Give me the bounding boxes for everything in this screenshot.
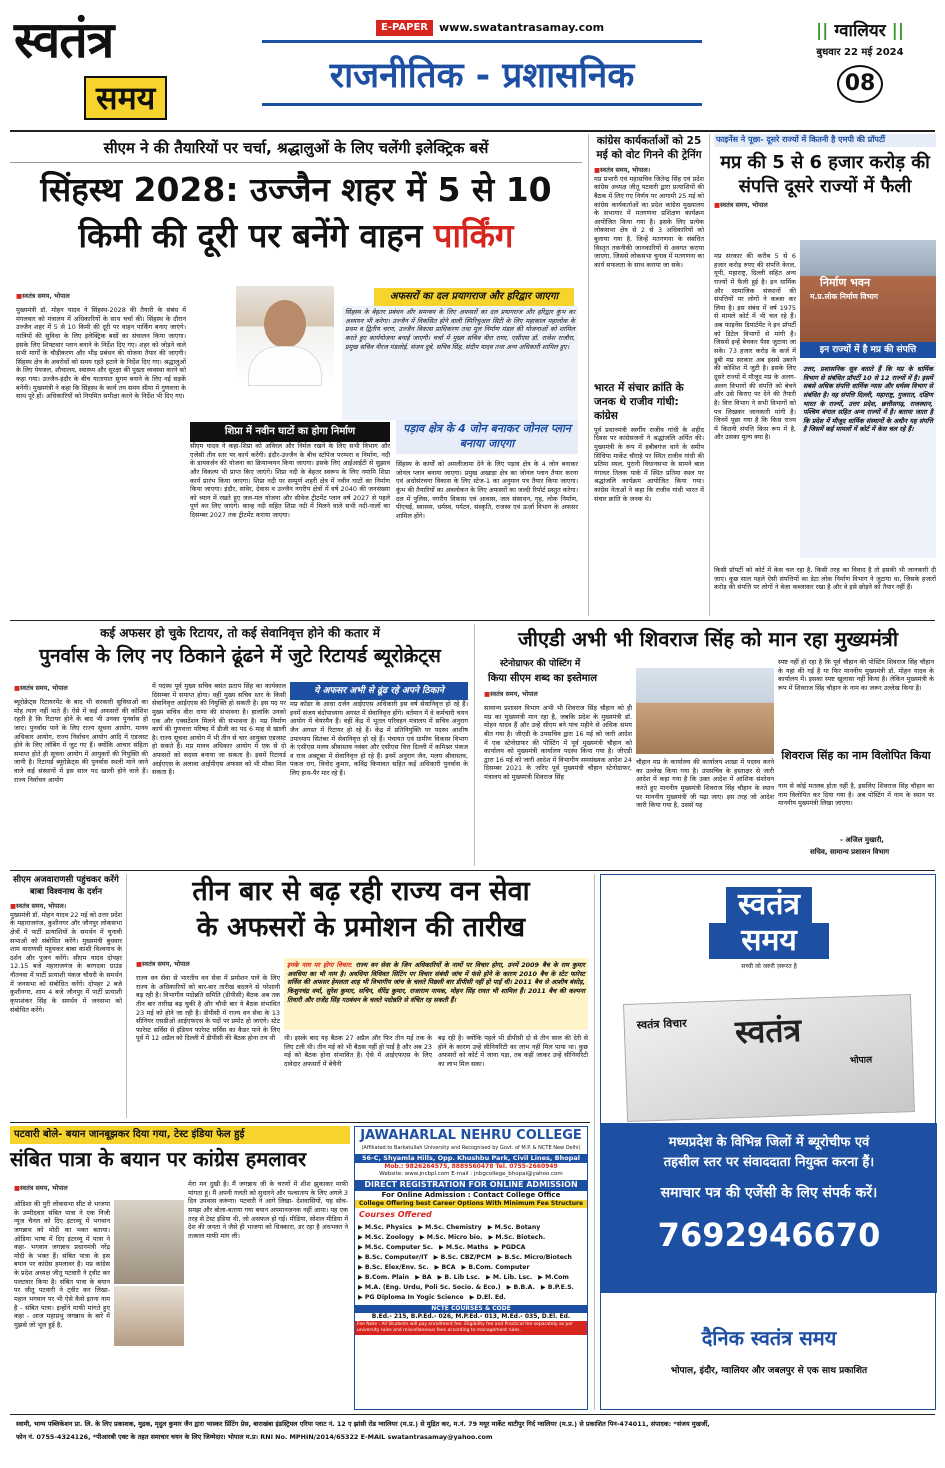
website-link[interactable]: www.swatantrasamay.com — [439, 20, 605, 34]
gad-sub: शिवराज सिंह का नाम विलोपित किया — [781, 749, 931, 762]
ad-logo-top: स्वतंत्र — [726, 887, 812, 923]
ct-sub: भारत में संचार क्रांति के जनक थे राजीव गांधी: कांग्रेस — [594, 381, 684, 422]
lead-headline-2: किमी की दूरी पर बनेंगे वाहन पार्किंग — [78, 216, 514, 255]
course-item: ▶ M.Sc. Biotech. — [488, 1234, 546, 1242]
forest-headline-2: के अफसरों के प्रमोशन की तारीख — [196, 912, 526, 943]
gad-quote-title: सचिव, सामान्य प्रशासन विभाग — [810, 848, 890, 856]
ret-col2: में पदस्थ पूर्व मुख्य सचिव बसंत प्रताप सिंह का कार्यकाल दिसम्बर में समाप्त होगा। वहीं मुख्य सचिव स्तर के किसी सेवानिवृत्त आईएएस की नियुक्ति हो सकती है। इस पद पर मुख्य सचिव वीरा राणा की संभावना है। हालांकि उनको एक और एक्सटेंशन मिलने की संभावना है। मप्र निर्माण कार्य की गुणवत्ता परिषद में डीजी का पद 6 माह से खाली है। राज्य सूचना आयोग में भी तीन से चार आयुक्त एडजस्ट हो सकते हैं। मप्र मानव अधिकार आयोग में एक से दो अफसरों को सदस्य बनाया जा सकता है। इसमें रिटायर्ड आईएएस के अलावा आईपीएस अफसर को भी मौका मिल सकता है। — [152, 682, 286, 777]
ad-editions: भोपाल, इंदौर, ग्वालियर और जबलपुर से एक साथ प्रकाशित — [670, 1366, 868, 1376]
gad-kicker-2: किया सीएम शब्द का इस्तेमाल — [488, 673, 598, 684]
course-item: ▶ B.B.A. — [506, 1284, 535, 1292]
ret-byline: ■ स्वतंत्र समय, भोपाल — [14, 684, 68, 693]
section-title: राजनीतिक - प्रशासनिक — [262, 40, 702, 106]
course-item: ▶ B.Sc. Computer/IT — [358, 1254, 428, 1262]
ad-line-1: मध्यप्रदेश के विभिन्न जिलों में ब्यूरोचीफ एवं — [668, 1135, 870, 1150]
lead-col3: सीएम यादव ने कहा-शिप्रा को अविरल और निर्मल रखने के लिए सभी विभाग और एजेंसी तीन स्तर पर कार्य करेंगी। इंदौर-उज्जैन के बीच स्टॉपेज परम्परा व निर्माण, नदी के डायवर्जन की योजना का क्रियान्वयन किया जाएगा। इसके लिए आईआईटी से सुझाव और विकल्प भी प्राप्त किए जाएंगे। शिप्रा नदी के बेहतर स्वरूप के लिए नमामि शिप्रा कार्य प्रारंभ किया जाएगा। शिप्रा नदी पर सम्पूर्ण शहरी क्षेत्र में नवीन घाटों का निर्माण किया जाएगा। इंदौर, सांवेर, देवास व उज्जैन नगरीय क्षेत्रों में वर्ष 2040 की जनसंख्या को ध्यान में रखते हुए जल-मल योजना और सीवेज ट्रीटमेंट प्लान वर्ष 2027 से पहले पूर्ण कर लिए जाएंगे। कान्ह नदी सहित शिप्रा नदी में मिलने वाले सभी नदी-नालों का दिसम्बर 2027 तक ट्रीटमेंट कराया जाएगा। — [190, 442, 390, 520]
lead-headline-1: सिंहस्थ 2028: उज्जैन शहर में 5 से 10 — [40, 170, 552, 209]
course-item: ▶ M.Sc. Chemistry — [418, 1224, 482, 1232]
ct-body2: पूर्व प्रधानमंत्री स्वर्गीय राजीव गांधी के शहीद दिवस पर कांग्रेसजनों ने श्रद्धांजलि अर्पित की। मुख्यमंत्री के रूप में हबीबगंज थाने के समीप सिंधिया मार्केट चौराहे पर स्थित राजीव गांधी की प्रतिमा स्थल, पुरानी विधानसभा के सामने बाल गंगाधर तिलक पार्क में स्थित प्रतिमा स्थल पर श्रद्धांजलि कार्यक्रम आयोजित किया गया। कांग्रेस नेताओं ने कहा कि राजीव गांधी भारत में संचार क्रांति के जनक थे। — [594, 425, 704, 503]
course-item: ▶ M.Sc. Physics — [358, 1224, 413, 1232]
ad-line-2: तहसील स्तर पर संवाददाता नियुक्त करना हैं। — [663, 1155, 875, 1170]
course-item: ▶ M.Sc. Maths — [438, 1244, 489, 1252]
lead-story — [10, 134, 582, 616]
college-ad — [354, 1126, 588, 1410]
course-item: ▶ B.Com. Computer — [461, 1264, 530, 1272]
ret-kicker: कई अफसर हो चुके रिटायर, तो कई सेवानिवृत्त होने की कतार में — [100, 626, 380, 640]
forest-box-lead: इनके नाम पर होगा विचार: — [287, 961, 353, 969]
lead-col4: सिंहस्थ के कार्यों को अमलीजामा देने के लिए पड़ाव क्षेत्र के 4 जोन बनाकर जोनल प्लान बनाया जाएगा। प्रमुख अखाड़ा क्षेत्र का जोनल प्लान तैयार करना एवं अधोसंरचना विकास के लिए स्टेज-1 का अनुमान पत्र तैयार किया जाएगा। कुंभ की तैयारियों का अवलोकन के लिए अफसरों का जल्दी रिपोर्ट प्रस्तुत करेगा। दल में पुलिस, नगरीय विकास एवं आवास, जल संसाधन, गृह, लोक निर्माण, पीएचई, स्वास्थ्य, धर्मस्व, पर्यटन, संस्कृति, राजस्व एवं ऊर्जा विभाग के अफसर शामिल होंगे। — [396, 460, 578, 520]
building-sign-2: म.प्र.लोक निर्माण विभाग — [810, 292, 878, 301]
ret-sub: ये अफसर अभी से ढूंढ रहे अपने ठिकाने — [290, 682, 468, 700]
pat-col1: ओडिशा की पुरी लोकसभा सीट से भाजपा के उम्मीदवार संबित पात्रा ने एक निजी न्यूज चैनल को दिए इंटरव्यू में भगवान जगन्नाथ को मोदी का भक्त बताया। ओडिया भाषा में दिए इंटरव्यू में पात्रा ने कहा- भगवान जगन्नाथ प्रधानमंत्री नरेंद्र मोदी के भक्त हैं। संबित पात्रा के इस बयान पर कांग्रेस हमलावर है। मप्र कांग्रेस के प्रदेश अध्यक्ष जीतू पटवारी ने ट्वीट कर पलटवार किया है। संबित पात्रा के बयान पर जीतू पटवारी ने ट्वीट कर लिखा- महान भगवान पर भी ऐसे कैसे इतना नाम है - संबित पात्रा। इन्होंने माफी मांगते हुए कहा - आज महाप्रभु जगन्नाथ के बारे में मुझसे जो भूल हुई है, — [14, 1200, 110, 1329]
college-online: For Online Admission : Contact College Office — [381, 1190, 561, 1199]
patwari-story — [10, 1126, 350, 1410]
var-headline: सीएम अजवाराणसी पहुंचकर करेंगे बाबा विश्वनाथ के दर्शन — [13, 875, 119, 897]
lead-sub2: शिप्रा में नवीन घाटों का होगा निर्माण — [190, 422, 390, 442]
forest-story — [132, 874, 590, 1118]
city-block — [790, 20, 930, 103]
divider — [10, 1122, 590, 1123]
course-item: ▶ M.Sc. Micro bio. — [419, 1234, 483, 1242]
college-address: 56-C, Shyamla Hills, Opp. Khushbu Park, Civil Lines, Bhopal — [355, 1154, 587, 1163]
congress-training — [594, 134, 704, 616]
gad-col4: नाम से कोई मतलब होता नहीं है, इसलिए शिवराज सिंह चौहान का नाम विलोपित कर दिया गया है। अब पोस्टिंग में नाम के स्थान पर माननीय मुख्यमंत्री लिखा जाएगा। — [778, 782, 934, 808]
gad-col2: चौहान मप्र के कार्यालय की कार्यालय शाखा में पदस्थ करने का उल्लेख किया गया है। उपसचिव के हस्ताक्षर से जारी आदेश में कहा गया है कि उक्त आदेश में आंशिक संशोधन करते हुए माननीय मुख्यमंत्री शिवराज सिंह चौहान के स्थान पर माननीय मुख्यमंत्री जी पढ़ा जाए। इस तरह जो आदेश जारी किया गया है, उससे यह — [636, 758, 774, 810]
col-rule — [588, 134, 589, 616]
ad-text-block — [601, 1123, 937, 1293]
ret-col3: मप्र कॉडर के आधा दर्जन आईएएस अधिकारी इस वर्ष सेवानिवृत्त हो रहे हैं। इनमें संजय बंदोपाध्याय अगस्त में सेवानिवृत्त होंगे। वर्तमान में वे कर्मचारी चयन आयोग में चेयरमैन हैं। वहीं केंद्र में भूतल परिवहन मंत्रालय में सचिव अनुराग जैन अगस्त में रिटायर हो रहे हैं। केंद्र में प्रतिनियुक्ति पर पदस्थ आशीष उपाध्याय सितंबर में सेवानिवृत्त हो रहे हैं। पंचायत एवं ग्रामीण विकास विभाग के एसीएस मलय श्रीवास्तव नवंबर और एसीएस वित्त दिल्ली में कमिश्नर पंकज व राज अक्टूबर में सेवानिवृत्त हो रहे हैं। इनमें अनुराग जैन, मलय श्रीवास्तव, पंकज राग, विनोद कुमार, कविंद्र कियावत सहित कई अधिकारी पुनर्वास के लिए हाथ-पैर मार रहे हैं। — [290, 700, 468, 778]
gad-building-photo — [636, 668, 774, 754]
mpp-quote: उत्तर, प्रशासनिक सूत्र बताते हैं कि मप्र के धार्मिक विभाग से संबंधित प्रॉपर्टी 10 से 12 राज्यों में है। इसमें सबसे अधिक संपत्ति धार्मिक न्यास और धर्मस्व विभाग से संबंधित है। यह संपत्ति दिल्ली, महाराष्ट्र, गुजरात, दक्षिण भारत के राज्यों, उत्तर प्रदेश, छत्तीसगढ़, राजस्थान, पश्चिम बंगाल सहित अन्य राज्यों में है। बताया जाता है कि प्रदेश में मौजूद धार्मिक संस्थानों के अधीन यह संपत्ति है जिसमें कई मामलों में कोर्ट में केस चल रहे हैं। — [800, 362, 936, 558]
course-item: ▶ M.Sc. Computer Sc. — [358, 1244, 433, 1252]
col-rule — [594, 874, 595, 1410]
city-name: || ग्वालियर || — [815, 21, 905, 41]
gad-quote-name: - अजिल मुखारी, — [840, 836, 884, 844]
ad-line-3: समाचार पत्र की एजेंसी के लिए संपर्क करें। — [660, 1185, 878, 1201]
college-direct: DIRECT REGISTRATION FOR ONLINE ADMISSION — [355, 1180, 587, 1191]
gad-col3: स्पष्ट नहीं हो रहा है कि पूर्व चौहान की पोस्टिंग शिवराज सिंह चौहान के यहां की गई है या फिर माननीय मुख्यमंत्री डॉ. मोहन यादव के कार्यालय में। इसका स्पष्ट खुलासा नहीं किया है। लेकिन मुख्यमंत्री के रूप में शिवराज सिंह चौहान के नाम का जरूर उल्लेख किया है। — [778, 658, 934, 692]
ad-paper-logo: स्वतंत्र — [734, 1010, 802, 1052]
course-item: ▶ PGDCA — [494, 1244, 526, 1252]
gad-col1: सामान्य प्रशासन विभाग अभी भी शिवराज सिंह चौहान को ही मप्र का मुख्यमंत्री मान रहा है, जबकि प्रदेश के मुख्यमंत्री डॉ. मोहन यादव हैं और उन्हें सीएम बने पांच महीने से अधिक समय बीत गया है। जीएडी के उपसचिव द्वारा 16 मई को जारी आदेश में एक स्टेनोग्राफर की पोस्टिंग में पूर्व मुख्यमंत्री चौहान को कार्यालय को मुख्यमंत्री कार्यालय पदस्थ किया गया है। जीएडी द्वारा 16 मई को जारी आदेश में विभागीय समसंख्यक आदेश 24 दिसम्बर 2021 के जरिए पूर्व मुख्यमंत्री चौहान स्टेनोग्राफर, मंत्रालय को मुख्यमंत्री शिवराज सिंह — [484, 704, 632, 782]
forest-box — [284, 958, 588, 1030]
col-rule — [709, 134, 710, 616]
gad-headline: जीएडी अभी भी शिवराज सिंह को मान रहा मुख्यमंत्री — [517, 627, 899, 651]
course-item: ▶ B.P.E.S. — [540, 1284, 575, 1292]
pat-col2: मेरा मन दुखी है। मैं जगन्नाथ जी के चरणों में शीश झुकाकर माफी मांगता हूं। मैं अपनी गलती को सुधारने और पश्चाताप के लिए अगले 3 दिन उपवास करूंगा। पटवारी ने आगे लिखा- देशवासियों, यह सोच-समझ और बोला-बताया गया बयान अपमानजनक नहीं आया। यह एक तरह से टेस्ट इंडिया थी, जो असफल हो गई। मीडिया, सोशल मीडिया में देश की जनता ने जैसे ही भाजपा को धिक्कारा, डर रहा है अंधभक्त ने तत्काल माफी मांग ली। — [188, 1180, 348, 1240]
mpp-tail: किसी प्रॉपर्टी को कोर्ट में केस चल रहा है, किसी तरह का विवाद है तो इसकी भी जानकारी दी जाए। कुछ साल पहले ऐसी संपत्तियों का डेटा लोक निर्माण विभाग ने जुटाया था, जिसके हजारों करोड़ की संपत्ति पर लोगों ने बेजा कब्जाकर रखा है और वे इसे छोड़ने को तैयार नहीं हैं। — [714, 566, 936, 592]
course-item: ▶ M.Sc. Botany — [487, 1224, 541, 1232]
mpp-byline: ■ स्वतंत्र समय, भोपाल — [714, 201, 936, 210]
photo-caption: इन राज्यों में है मप्र की संपत्ति — [800, 342, 936, 358]
lead-sub1: अफसरों का दल प्रयागराज और हरिद्वार जाएगा — [374, 288, 574, 306]
ncte-codes: B.Ed.- 215, B.P.Ed.- 026, M.P.Ed.- 013, M.Ed.- 035, D.El. Ed. — [371, 1313, 571, 1321]
forest-box-body: राज्य वन सेवा के जिन अधिकारियों के नामों पर विचार होगा, उनमें 2009 बैच के राम कुमार अवधिया का भी नाम है। अवधिया विधिवत सिटिंग पर विचार संबंधी जांच में फंसे होने के कारण 2010 बैच के स्टेट फारेस्ट सर्विस की अफसर हेमलता शाह भी विभागीय जांच के चलते पिछली बार डीपीसी नहीं हो पाई थी। 2011 बैच से आशीष बंसोड़, किशुनचंद्र वर्मा, सुरेश कुमार, सचिन, वीरेंद्र कुमार, राजाराम नायक, मोहन सिंह रावत भी शामिल हैं। 2011 बैच की कल्पना तिवारी और राजेंद्र सिंह गठबंधन के चलते पदोन्नति से वंचित रह सकती हैं। — [287, 961, 585, 1004]
var-body: मुख्यमंत्री डॉ. मोहन यादव 22 मई को उत्तर प्रदेश के महाराजगंज, कुशीनगर और जौनपुर लोकसभा क्षेत्रों में पार्टी प्रत्याशियों के समर्थन में चुनावी सभाओं को संबोधित करेंगे। मुख्यमंत्री बुधवार शाम वाराणसी पहुंचकर बाबा काशी विश्वनाथ के दर्शन और पूजन करेंगे। सीएम यादव दोपहर 12.15 बजे महाराजगंज के बरगदवा ग्राउंड नौतनवा में पार्टी प्रत्याशी पंकज चौधरी के समर्थन में जनसभा को संबोधित करेंगे। दोपहर 2 बजे कुशीनगर, शाम 4 बजे जौनपुर में पार्टी प्रत्याशी कृपाशंकर सिंह के समर्थन में जनसभा को संबोधित करेंगे। — [10, 910, 122, 1014]
issue-date: बुधवार 22 मई 2024 — [816, 46, 904, 58]
epaper-bar — [376, 20, 604, 36]
ad-logo — [661, 887, 877, 987]
retired-story — [10, 624, 470, 866]
college-name: JAWAHARLAL NEHRU COLLEGE — [360, 1128, 582, 1143]
divider — [10, 620, 935, 621]
ct-body: मप्र प्रभारी एवं महासचिव जितेन्द्र सिंह एवं प्रदेश कांग्रेस अध्यक्ष जीतू पटवारी द्वारा प्रत्याशियों की बैठक में लिए गए निर्णय पर आगामी 25 मई को कांग्रेस कार्यकर्ताओं का प्रदेश कांग्रेस मुख्यालय के सभागार में मतगणना प्रशिक्षण कार्यक्रम आयोजित किया गया है। इसके लिए प्रत्येक लोकसभा क्षेत्र से 2 से 3 अधिकारियों को बुलाया गया है, जिन्हें मतगणना के संबंधित विस्तृत तकनीकी जानकारियों से अवगत कराया जाएगा, जिससे लोकसभा चुनाव में मतगणना का कार्य सफलता के साथ कराया जा सके। — [594, 174, 704, 270]
logo — [14, 10, 194, 120]
course-item: ▶ BCA — [434, 1264, 456, 1272]
ct-headline: कांग्रेस कार्यकर्ताओं को 25 मई को वोट गिनने की ट्रेनिंग — [596, 135, 702, 161]
masthead — [0, 0, 945, 130]
col-rule — [474, 624, 475, 866]
ad-paper-city: भोपाल — [849, 1055, 873, 1067]
mpp-headline: मप्र की 5 से 6 हजार करोड़ की संपत्ति दूसरे राज्यों में फैली — [720, 151, 930, 197]
building-photo — [800, 240, 936, 358]
fee-note: Fee Note : All Students will pay enrollment fee. Eligibility fee and Practical fee separately as per university rules and miscellaneous fees according to management rules. — [355, 1321, 587, 1335]
forest-byline: ■ स्वतंत्र समय, भोपाल — [136, 960, 190, 969]
courses-title: Courses Offered — [359, 1210, 432, 1220]
ad-phone[interactable]: 7692946670 — [657, 1216, 881, 1254]
course-item: ▶ D.El. Ed. — [469, 1294, 506, 1302]
course-item: ▶ M.Sc. Zoology — [358, 1234, 414, 1242]
course-item: ▶ B.Sc. Micro/Biotech — [497, 1254, 572, 1262]
course-item: ▶ M. Lib. Lsc. — [485, 1274, 533, 1282]
ret-headline: पुनर्वास के लिए नए ठिकाने ढूंढने में जुटे रिटायर्ड ब्यूरोक्रेट्स — [39, 645, 441, 667]
cm-photo — [236, 286, 334, 386]
pat-byline: ■ स्वतंत्र समय, भोपाल — [14, 1184, 68, 1193]
lead-kicker: सीएम ने की तैयारियों पर चर्चा, श्रद्धालुओं के लिए चलेंगी इलेक्ट्रिक बसें — [10, 134, 582, 163]
lead-sub3: पड़ाव क्षेत्र के 4 जोन बनाकर जोनल प्लान बनाया जाएगा — [396, 420, 578, 454]
college-web[interactable]: Website: www.jncbpl.com E-mail : jnbgcollege_bhopal@yahoo.com — [379, 1170, 563, 1177]
logo-bottom: समय — [84, 76, 167, 120]
lead-col2: सिंहस्थ के बेहतर प्रबंधन और समन्वय के लिए अफसरों का दल प्रयागराज और हरिद्वार कुंभ का अध्ययन भी करेगा। उज्जैन में विकसित होने वाली स्पिरिचुअल सिटी के लिए महाकाल महालोक के प्रथम व द्वितीय चरण, उज्जैन विकास प्राधिकरण तथा मूल निर्माण मंडल की योजनाओं को शामिल करते हुए कार्ययोजना बनाई जाएगी। चर्चा में मुख्य सचिव वीरा राणा, एसीएस डॉ. राजेश राजौरा, प्रमुख सचिव नीरज मंडलोई, संजय दुबे, सचिव सिंह, संदीप यादव तथा अन्य अधिकारी शामिल हुए। — [342, 306, 578, 420]
ret-col1: ब्यूरोक्रेट्स रिटायरमेंट के बाद भी सरकारी सुविधाओं का मोह त्याग नहीं पाते हैं। ऐसे में कई अफसरों की कोशिश रहती है कि रिटायर होने के बाद भी उनका पुनर्वास हो जाए। पुनर्वास पाने के लिए राज्य सूचना आयोग, मानव अधिकार आयोग, राज्य निर्वाचन आयोग आदि में एडजस्ट होने के लिए लॉबिंग में जुट गए हैं। क्योंकि आचार संहिता समाप्त होते ही सूचना आयोग में आयुक्तों की नियुक्ति की जानी है। रिटायर्ड ब्यूरोक्रेट्स की पुनर्वास स्थली माने जाने वाले कई संस्थानों में इस साल पद खाली होने वाले हैं। राज्य निर्वाचन आयोग — [14, 698, 148, 784]
imprint — [16, 1418, 930, 1458]
course-item: ▶ PG Diploma In Yogic Science — [358, 1294, 464, 1302]
divider — [10, 870, 935, 871]
course-item: ▶ BA — [415, 1274, 432, 1282]
ct-byline: ■ स्वतंत्र समय, भोपाल। — [594, 166, 704, 175]
course-item: ▶ B. Lib Lsc. — [437, 1274, 480, 1282]
imprint-line-2: फोन नं. 0755-4324126, *पीआरबी एक्ट के तहत समाचार चयन के लिए जिम्मेदार। भोपाल म.प्र। RNI No. MPHIN/2014/65322 E-MAIL swatantrasamay@yahoo.com — [16, 1433, 493, 1441]
lead-col1: मुख्यमंत्री डॉ. मोहन यादव ने सिंहस्थ-2028 की तैयारी के संबंध में मंगलवार को मंत्रालय में अधिकारियों के साथ चर्चा की। सिंहस्थ के दौरान उज्जैन शहर में 5 से 10 किमी की दूरी पर वाहन पार्किंग बनाए जाएंगे। यात्रियों की सुविधा के लिए इलेक्ट्रिक बसों का संचालन किया जाएगा। इसके लिए शिफ्टवार प्लान बनाने के निर्देश दिए गए। शहर को जोड़ने वाले सभी मार्गों के चौड़ीकरण और भीड़ प्रबंधन की योजना तैयार की जाएगी। सिंहस्थ क्षेत्र के अवरोधों को समय रहते हटाने के निर्देश दिए गए। श्रद्धालुओं के लिए पेयजल, शौचालय, स्वास्थ्य और सुरक्षा की पुख्ता व्यवस्था करने को कहा गया। उज्जैन-इंदौर के बीच यातायात सुगम बनाने के लिए नई सड़कें बनेंगी। मुख्यमंत्री ने कहा कि सिंहस्थ के कार्य तय समय सीमा में गुणवत्ता के साथ पूरे हों। अधिकारियों को नियमित समीक्षा करने के निर्देश भी दिए गए। — [16, 306, 186, 401]
college-offering: College Offering best Career Options With Minimum Fee Structure — [355, 1200, 587, 1208]
pat-kicker: पटवारी बोले- बयान जानबूझकर दिया गया, टेस्ट इंडिया फेल हुई — [10, 1126, 350, 1144]
patwari-photo — [114, 1286, 184, 1346]
course-item: ▶ M.A. (Eng. Urdu, Poli Sc. Socio. & Eco.) — [358, 1284, 501, 1292]
forest-col1: राज्य वन सेवा से भारतीय वन सेवा में प्रमोशन पाने के लिए राज्य के अधिकारियों को बार-बार तारीख बदलने से परेशानी बढ़ रही है। विभागीय पदोन्नति समिति (डीपीसी) बैठक अब तक तीन बार तारीख बढ़ चुकी है और चौथी बार ये बैठक संभावित 23 मई को होने जा रही है। डीपीसी में राज्य वन सेवा के 13 सीनियर एसडीओ आईएफएस के पदों पर प्रमोट हो जाएंगे। स्टेट फारेस्ट सर्विस से इंडियन फारेस्ट सर्विस का कैडर पाने के लिए पूर्व में 12 अप्रैल को दिल्ली में डीपीसी की बैठक होना तय थी — [136, 974, 280, 1043]
var-byline: ■ स्वतंत्र समय, भोपाल। — [10, 902, 122, 911]
imprint-line-1: स्वामी, भाग्य पब्लिकेशन प्रा. लि. के लिए प्रकाशक, मुद्रक, मृदुल कुमार जैन द्वारा भास्कर प्रिंटिंग प्रेस, बाराखंबा इंडस्ट्रियल एरिया प्लाट नं. 12 ए झांसी रोड ग्वालियर (म.प्र.) से मुद्रित कर, म.नं. 79 मयूर मार्केट थाटीपुर गिर्द ग्वालियर (म.प्र.) से प्रकाशित पिन-474011, संपादक: *संजय मुखर्जी, — [16, 1420, 710, 1428]
col-rule — [126, 874, 127, 1118]
gad-byline: ■ स्वतंत्र समय, भोपाल — [484, 690, 538, 699]
pat-headline: संबित पात्रा के बयान पर कांग्रेस हमलावर — [10, 1146, 307, 1171]
course-item: ▶ B.Sc. Elex/Env. Sc. — [358, 1264, 429, 1272]
ad-paper-label: स्वतंत्र विचार — [636, 1016, 687, 1032]
ad-tagline: सच्ची जो जरुरी ज़रूरत है — [741, 963, 797, 970]
house-ad — [600, 874, 936, 1410]
ad-newspaper-image — [623, 994, 915, 1122]
gad-kicker-1: स्टेनोग्राफर की पोस्टिंग में — [500, 659, 581, 669]
course-item: ▶ M.Com — [538, 1274, 569, 1282]
forest-headline-1: तीन बार से बढ़ रही राज्य वन सेवा — [192, 876, 530, 907]
sambit-photo — [114, 1200, 184, 1284]
ad-brand: दैनिक स्वतंत्र समय — [701, 1326, 837, 1350]
mpp-body: मप्र सरकार की करीब 5 से 6 हजार करोड़ रुपए की संपत्ति केरल, यूपी, महाराष्ट्र, दिल्ली सहित अन्य राज्यों में फैली हुई है। इन धार्मिक और सामाजिक संस्थानों की संपत्तियों पर लोगों ने कब्जा कर लिया है। इस संबंध में वर्ष 1975 से मामले कोर्ट में भी चल रहे हैं। अब फाइनेंस डिपार्टमेंट ने इन प्रॉपर्टी को डिटेल विभागों से मांगी है। जिससे इन्हें बेचकर पैसा जुटाया जा सके। 73 हजार करोड़ के कर्ज में डूबी मप्र सरकार अब इससे उबरने की कोशिश में जुटी है। इसके लिए दूसरे राज्यों में मौजूद मप्र के अलग-अलग विभागों की संपत्ति को बेचने और उसे किराए पर देने की तैयारी है। वित्त विभाग ने सभी विभागों को पत्र लिखकर जानकारी मांगी है। जिनमें पूछा गया है कि किस राज्य में कितनी संपत्ति किस रूप में है, और उसका मूल्य क्या है। — [714, 252, 796, 442]
courses-list — [355, 1223, 587, 1303]
forest-col3: बढ़ रही है। क्योंकि पहले भी डीपीसी दो से तीन साल की देरी से होने के कारण उन्हें सीनियरिटी का लाभ नहीं मिल पाया था। कुछ अफसरों को कोर्ट में जाना पड़ा, तब कहीं जाकर उन्हें सीनियरिटी का लाभ मिल सका। — [438, 1034, 588, 1068]
mp-property — [714, 134, 936, 616]
course-item: ▶ B.Com. Plain — [358, 1274, 410, 1282]
page-number: 08 — [837, 65, 883, 103]
varanasi-story — [10, 874, 122, 1118]
divider — [10, 130, 935, 132]
building-sign-1: निर्माण भवन — [820, 276, 871, 289]
course-item: ▶ B.Sc. CBZ/PCM — [433, 1254, 492, 1262]
lead-byline: ■ स्वतंत्र समय, भोपाल — [16, 292, 70, 301]
forest-col2: थी। इसके बाद यह बैठक 27 अप्रैल और फिर तीन मई तक के लिए टली थी। तीन मई को भी बैठक नहीं हो पाई है और अब 23 मई को बैठक होना संभावित है। ऐसे में आईएफएस के लिए दावेदार अफसरों में बेचैनी — [284, 1034, 432, 1068]
divider — [10, 1414, 935, 1415]
mpp-kicker: फाइनेंस ने पूछा- दूसरे राज्यों में कितनी है एमपी की प्रॉपर्टी — [714, 134, 936, 147]
ncte-title: NCTE COURSES & CODE — [355, 1305, 587, 1313]
logo-top: स्वतंत्र — [14, 10, 114, 69]
college-affiliation: (Affiliated to Barkatullah University and Recognised by Govt. of M.P. & NCTE New Delhi) — [361, 1145, 581, 1151]
epaper-label: E-PAPER — [376, 20, 433, 36]
gad-story — [480, 624, 936, 866]
college-mob: Mob.: 9826264575, 8889560478 Tel. 0755-2660949 — [384, 1162, 558, 1170]
ad-logo-bottom: समय — [709, 923, 829, 959]
